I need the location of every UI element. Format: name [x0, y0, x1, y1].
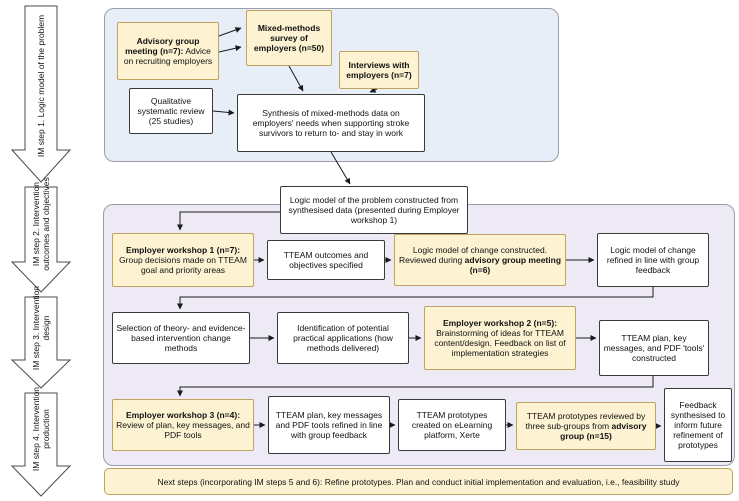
- next-steps-bar: [104, 468, 733, 495]
- next-steps-text: Next steps (incorporating IM steps 5 and 6): Refine prototypes. Plan and conduct initial implementation and evaluation, i.e., feasibility study: [157, 476, 680, 487]
- node-prototypes-created: TTEAM prototypes created on eLearning platform, Xerte: [398, 399, 506, 451]
- node-employer-workshop-1: Employer workshop 1 (n=7): Group decisions made on TTEAM goal and priority areas: [112, 233, 254, 287]
- im-step-4-label: IM step 4. Intervention production: [30, 386, 51, 472]
- im-step-1-label: IM step 1. Logic model of the problem: [35, 14, 46, 158]
- node-advisory-meeting: Advisory group meeting (n=7): Advice on recruiting employers: [117, 22, 219, 80]
- node-identification-applications: Identification of potential practical applications (how methods delivered): [277, 312, 409, 364]
- node-employer-workshop-3: Employer workshop 3 (n=4): Review of plan, key messages, and PDF tools: [112, 399, 254, 451]
- node-selection-methods: Selection of theory- and evidence-based intervention change methods: [112, 312, 250, 364]
- im-step-3-label: IM step 3. Intervention design: [30, 285, 51, 371]
- node-mixed-methods-survey: Mixed-methods survey of employers (n=50): [246, 10, 332, 66]
- node-logic-model-change: Logic model of change constructed. Reviewed during advisory group meeting (n=6): [394, 234, 566, 286]
- node-employer-workshop-2: Employer workshop 2 (n=5): Brainstorming of ideas for TTEAM content/design. Feedback on list of implementation strategies: [424, 306, 576, 370]
- node-tteam-plan-refined: TTEAM plan, key messages and PDF tools refined in line with group feedback: [268, 396, 390, 454]
- node-synthesis: Synthesis of mixed-methods data on employers' needs when supporting stroke survivors to return to- and stay in work: [237, 94, 425, 152]
- node-qualitative-review: Qualitative systematic review (25 studies): [129, 88, 213, 134]
- node-tteam-outcomes: TTEAM outcomes and objectives specified: [267, 240, 385, 280]
- node-interviews: Interviews with employers (n=7): [339, 51, 419, 89]
- node-feedback-synthesised: Feedback synthesised to inform future refinement of prototypes: [664, 388, 732, 462]
- node-prototypes-reviewed: TTEAM prototypes reviewed by three sub-groups from advisory group (n=15): [516, 402, 656, 450]
- node-logic-model-refined: Logic model of change refined in line with group feedback: [597, 233, 709, 287]
- im-step-2-label: IM step 2. Intervention outcomes and objectives: [30, 177, 51, 271]
- node-logic-model-problem: Logic model of the problem constructed from synthesised data (presented during Employer workshop 1): [280, 186, 468, 234]
- node-tteam-plan-constructed: TTEAM plan, key messages, and PDF 'tools' constructed: [599, 320, 709, 376]
